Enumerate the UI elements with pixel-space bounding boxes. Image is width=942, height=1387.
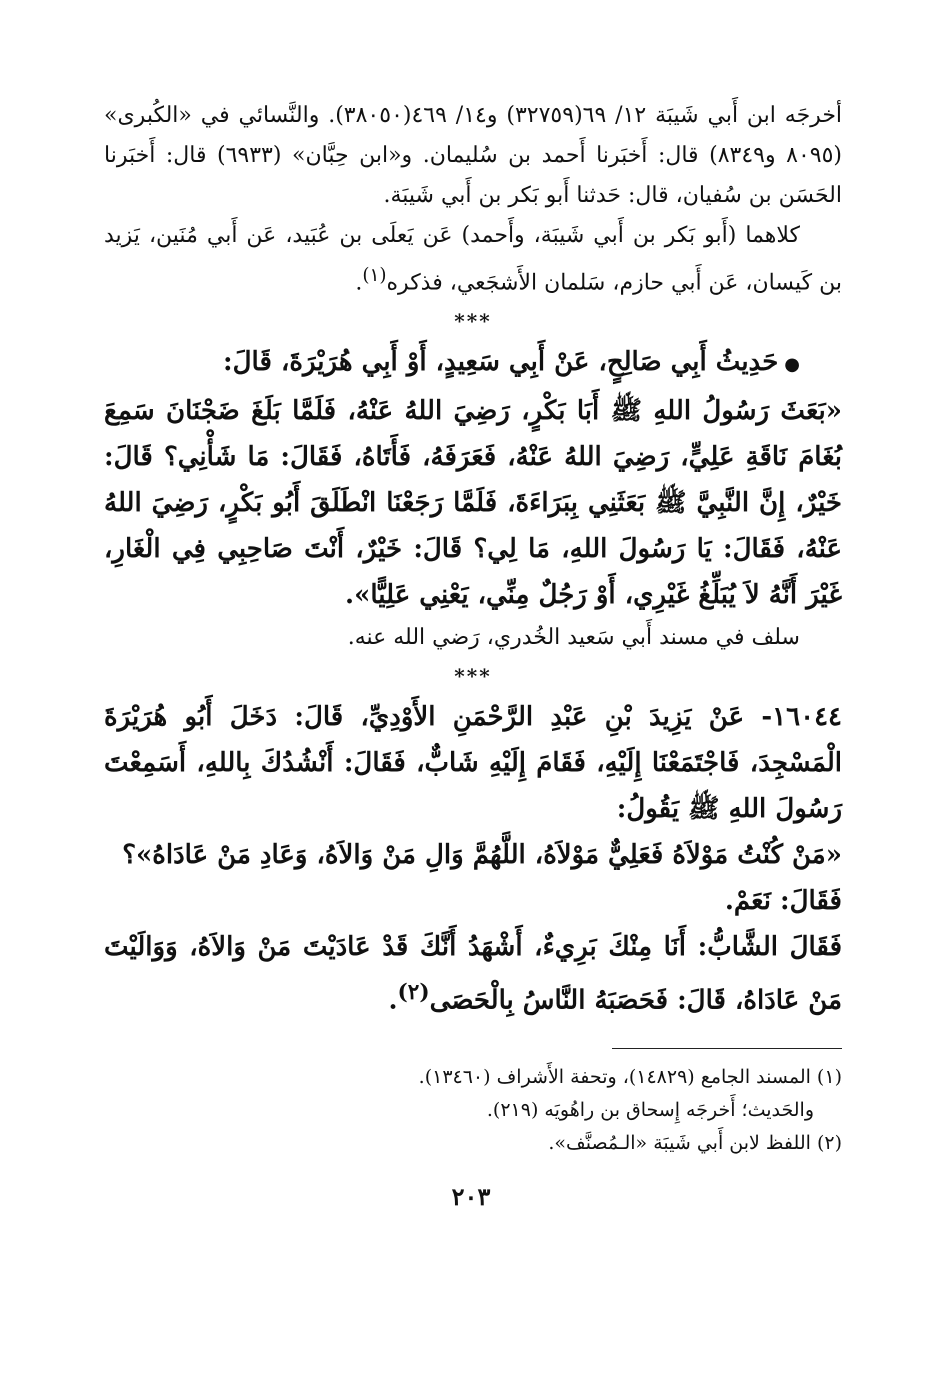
page-number: ٢٠٣ [451,1182,491,1211]
hadith-heading-text: حَدِيثُ أَبِي صَالِحٍ، عَنْ أَبِي سَعِيدٍ، أَوْ أَبِي هُرَيْرَةَ، قَالَ: [223,347,779,378]
footnote-1-continuation: والحَديث؛ أَخرجَه إِسحاق بن راهُويَه (٢١٩). [486,1098,814,1121]
hadith-16044-quote: «مَنْ كُنْتُ مَوْلاَهُ فَعَلِيٌّ مَوْلاَهُ، اللَّهُمَّ وَالِ مَنْ وَالاَهُ، وَعَادِ مَنْ عَادَاهُ»؟ [122,840,842,871]
footnote-mark-1: (١) [362,265,387,286]
section-separator: *** [454,309,492,334]
page-body [104,96,842,1336]
hadith-heading [104,339,842,388]
isnad-text: كلاهما (أَبو بَكر بن أَبي شَيبَة، وأَحمد) عَن يَعلَى بن عُبَيد، عَن أَبي مُنَين، يَزيد بن كَيسان، عَن أَبي حازم، سَلمان الأَشجَعي، فذكره [104,223,842,296]
footnote-1: (١) المسند الجامع (١٤٨٢٩)، وتحفة الأَشراف (١٣٤٦٠). [418,1065,842,1088]
footnote-divider [612,1048,842,1049]
bullet-icon: ● [784,354,800,376]
hadith-16044-intro: ١٦٠٤٤- عَنْ يَزِيدَ بْنِ عَبْدِ الرَّحْمَنِ الأَوْدِيِّ، قَالَ: دَخَلَ أَبُو هُرَيْرَةَ الْمَسْجِدَ، فَاجْتَمَعْنَا إِلَيْهِ، فَقَامَ إِلَيْهِ شَابٌّ، فَقَالَ: أَنْشُدُكَ بِاللهِ، أَسَمِعْتَ رَسُولَ اللهِ ﷺ يَقُولُ: [104,702,842,825]
footnote-2: (٢) اللفظ لابن أَبي شَيبَة «الـمُصنَّف». [548,1131,842,1154]
takhrij-paragraph: أخرجَه ابن أَبي شَيبَة ١٢/ ٦٩(٣٢٧٥٩) و١٤/ ٤٦٩(٣٨٠٥٠). والنَّسائي في «الكُبرى» (٨٠٩٥ و٨٣٤٩) قال: أَخبَرنا أَحمد بن سُليمان. و«ابن حِبَّان» (٦٩٣٣) قال: أَخبَرنا الحَسَن بن سُفيان، قال: حَدثنا أَبو بَكر بن أَبي شَيبَة. [104,103,843,208]
isnad-paragraph: كلاهما (أَبو بَكر بن أَبي شَيبَة، وأَحمد) عَن يَعلَى بن عُبَيد، عَن أَبي مُنَين، يَزيد بن كَيسان، عَن أَبي حازم، سَلمان الأَشجَعي، فذكره$^{(١)}$. [104,223,842,296]
hadith-16044-reply: فَقَالَ: نَعَمْ. [724,886,842,917]
hadith-16044-end-text: فَقَالَ الشَّابُّ: أَنَا مِنْكَ بَرِيءٌ، أَشْهَدُ أَنَّكَ قَدْ عَادَيْتَ مَنْ وَالاَهُ، وَوَالَيْتَ مَنْ عَادَاهُ، قَالَ: فَحَصَبَهُ النَّاسُ بِالْحَصَى [104,932,842,1016]
hadith-text: «بَعَثَ رَسُولُ اللهِ ﷺ أَبَا بَكْرٍ، رَضِيَ اللهُ عَنْهُ، فَلَمَّا بَلَغَ ضَجْنَانَ سَمِعَ بُغَامَ نَاقَةِ عَلِيٍّ، رَضِيَ اللهُ عَنْهُ، فَعَرَفَهُ، فَأَتَاهُ، فَقَالَ: مَا شَأْنِي؟ قَالَ: خَيْرٌ، إِنَّ النَّبِيَّ ﷺ بَعَثَنِي بِبَرَاءَةَ، فَلَمَّا رَجَعْنَا انْطَلَقَ أَبُو بَكْرٍ، رَضِيَ اللهُ عَنْهُ، فَقَالَ: يَا رَسُولَ اللهِ، مَا لِي؟ قَالَ: خَيْرٌ، أَنْتَ صَاحِبِي فِي الْغَارِ، غَيْرَ أَنَّهُ لاَ يُبَلِّغُ غَيْرِي، أَوْ رَجُلٌ مِنِّي، يَعْنِي عَلِيًّا». [104,396,842,611]
hadith-16044-end: فَقَالَ الشَّابُّ: أَنَا مِنْكَ بَرِيءٌ، أَشْهَدُ أَنَّكَ قَدْ عَادَيْتَ مَنْ وَالاَهُ، وَوَالَيْتَ مَنْ عَادَاهُ، قَالَ: فَحَصَبَهُ النَّاسُ بِالْحَصَى$^{(٢)}$. [104,932,842,1016]
cross-reference: سلف في مسند أَبي سَعيد الخُدري، رَضي الله عنه. [347,625,800,651]
footnote-mark-2: (٢) [397,980,430,1006]
section-separator: *** [454,664,492,689]
